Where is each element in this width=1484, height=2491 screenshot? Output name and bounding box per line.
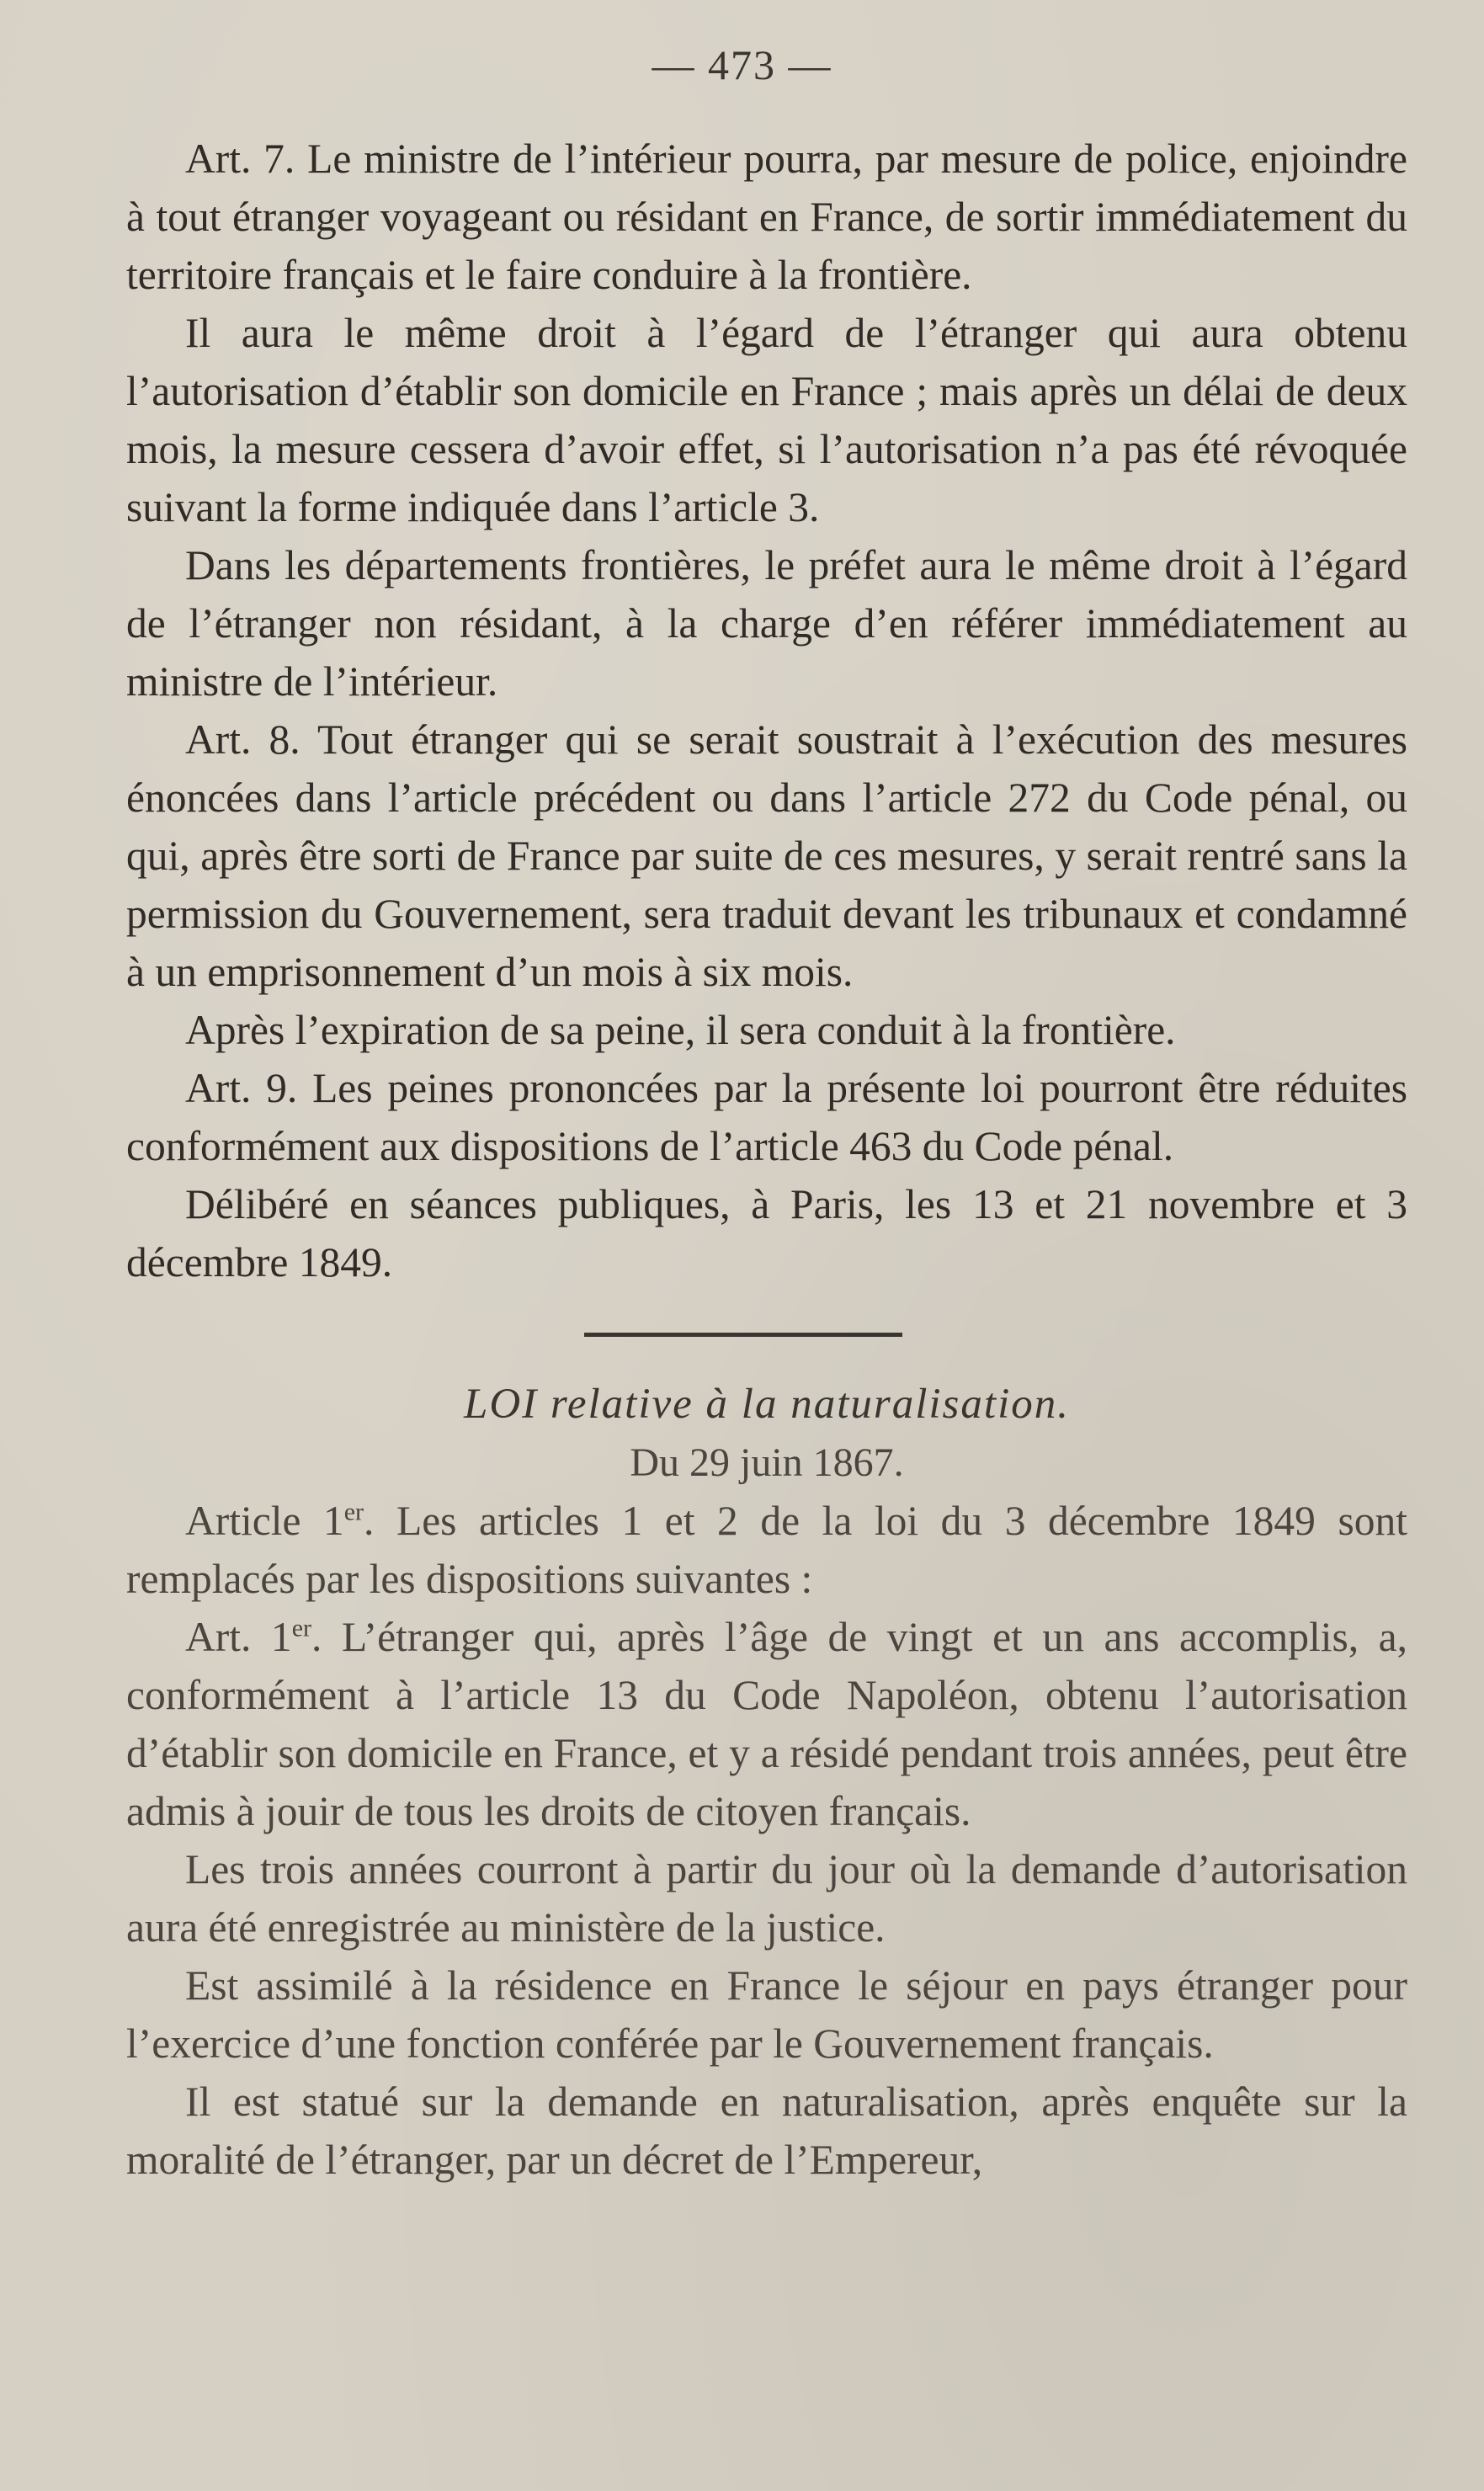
article1-label: Article 1 bbox=[185, 1498, 344, 1544]
article1-superscript: er bbox=[343, 1498, 364, 1526]
paragraph-art7-prefet: Dans les départements frontières, le préfet aura le même droit à l’égard de l’étranger non résidant, à la charge d’en référer immédiatement au ministre de l’intérieur. bbox=[126, 542, 1407, 705]
paragraph-art8: Art. 8. Tout étranger qui se serait soustrait à l’exécution des mesures énoncées dans l’article précédent ou dans l’article 272 du Code pénal, ou qui, après être sorti de France par suite de ces mesures, y serait rentré sans la permission du Gouvernement, sera traduit devant les tribunaux et condamné à un emprisonnement d’un mois à six mois. bbox=[126, 716, 1407, 995]
law-title: LOI relative à la naturalisation. bbox=[463, 1381, 1070, 1428]
paragraph-assimile: Est assimilé à la résidence en France le séjour en pays étranger pour l’exercice d’une fonction conférée par le Gouvernement français. bbox=[126, 1962, 1407, 2067]
paragraph-art7: Art. 7. Le ministre de l’intérieur pourra, par mesure de police, enjoindre à tout étranger voyageant ou résidant en France, de sortir immédiatement du territoire français et le faire conduire à la frontière. bbox=[126, 136, 1407, 298]
paragraph-art9: Art. 9. Les peines prononcées par la présente loi pourront être réduites conformément aux dispositions de l’article 463 du Code pénal. bbox=[126, 1065, 1407, 1169]
paragraph-statue: Il est statué sur la demande en naturalisation, après enquête sur la moralité de l’étranger, par un décret de l’Empereur, bbox=[126, 2078, 1407, 2183]
paragraph-article1 bbox=[126, 1492, 1407, 1608]
paragraph-art7-domicile: Il aura le même droit à l’égard de l’étranger qui aura obtenu l’autorisation d’établir son domicile en France ; mais après un délai de deux mois, la mesure cessera d’avoir effet, si l’autorisation n’a pas été révoquée suivant la forme indiquée dans l’article 3. bbox=[126, 310, 1407, 530]
article1-text: . Les articles 1 et 2 de la loi du 3 décembre 1849 sont remplacés par les dispositions suivantes : bbox=[126, 1498, 1407, 1602]
paragraph-art1-naturalisation bbox=[126, 1608, 1407, 1840]
paragraph-delibere: Délibéré en séances publiques, à Paris, les 13 et 21 novembre et 3 décembre 1849. bbox=[126, 1181, 1407, 1285]
paragraph-art8-frontiere: Après l’expiration de sa peine, il sera conduit à la frontière. bbox=[185, 1007, 1176, 1053]
paragraph-trois-annees: Les trois années courront à partir du jour où la demande d’autorisation aura été enregistrée au ministère de la justice. bbox=[126, 1846, 1407, 1951]
art1-text: . L’étranger qui, après l’âge de vingt et un ans accomplis, a, conformément à l’article 13 du Code Napoléon, obtenu l’autorisation d’établir son domicile en France, et y a résidé pendant trois années, peut être admis à jouir de tous les droits de citoyen français. bbox=[126, 1614, 1408, 1834]
art1-superscript: er bbox=[291, 1614, 311, 1642]
law-date: Du 29 juin 1867. bbox=[630, 1440, 904, 1485]
page-number: — 473 — bbox=[652, 41, 832, 88]
section-divider bbox=[584, 1333, 902, 1337]
art1-label: Art. 1 bbox=[185, 1614, 292, 1660]
page-body bbox=[126, 130, 1407, 2189]
